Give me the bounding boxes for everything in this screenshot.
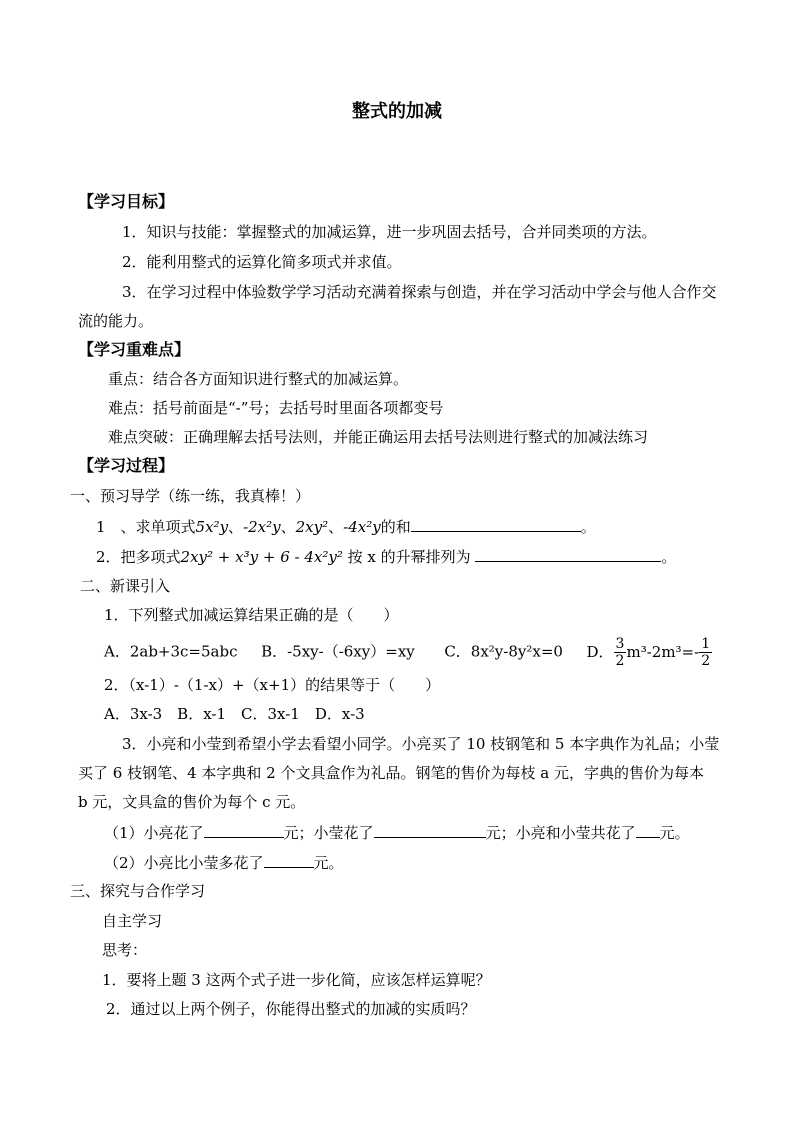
monomial-3: 2xy² <box>295 518 329 536</box>
monomial-2: -2x²y <box>243 518 281 536</box>
preview-question-2 <box>96 546 676 567</box>
option-a: A．2ab+3c=5abc <box>104 642 238 661</box>
self-study-label: 自主学习 <box>102 912 163 930</box>
fraction-one-half <box>699 636 712 669</box>
goal-item-3-line1: 3．在学习过程中体验数学学习活动充满着探索与创造，并在学习活动中学会与他人合作交 <box>122 283 717 301</box>
answer-blank[interactable] <box>411 516 581 532</box>
option-b: B．-5xy-（-6xy）=xy <box>261 642 415 661</box>
q1-prefix: 1 、求单项式 <box>96 518 196 536</box>
intro-question-2: 2．（x-1）-（1-x）+（x+1）的结果等于（ ） <box>104 676 441 694</box>
sub1-text-c: 元；小亮和小莹共花了 <box>485 824 636 842</box>
goal-item-3-line2: 流的能力。 <box>78 312 154 330</box>
monomial-4: -4x²y <box>343 518 381 536</box>
q1-sep-1: 、 <box>228 518 244 536</box>
sub2-text-b: 元。 <box>313 854 344 872</box>
answer-blank[interactable] <box>636 822 660 838</box>
q1-end: 。 <box>580 518 596 536</box>
section-heading-key-points: 【学习重难点】 <box>78 340 191 359</box>
option-d-expression: m³-2m³=- <box>626 642 700 661</box>
think-question-2: 2．通过以上两个例子，你能得出整式的加减的实质吗？ <box>106 1000 476 1018</box>
option-c: C．8x²y-8y²x=0 <box>444 642 563 661</box>
section-heading-goals: 【学习目标】 <box>78 192 175 211</box>
intro-question-3-sub2 <box>104 852 344 873</box>
answer-blank[interactable] <box>264 852 314 868</box>
sub2-text-a: （2）小亮比小莹多花了 <box>104 854 264 872</box>
option-d-label: D． <box>586 642 614 661</box>
intro-question-1: 1．下列整式加减运算结果正确的是（ ） <box>104 606 399 624</box>
breakthrough-point: 难点突破：正确理解去括号法则，并能正确运用去括号法则进行整式的加减法练习 <box>108 428 649 446</box>
answer-blank[interactable] <box>374 822 486 838</box>
q1-sep-3: 、 <box>328 518 344 536</box>
q1-sep-2: 、 <box>280 518 296 536</box>
answer-blank[interactable] <box>204 822 284 838</box>
fraction-denominator: 2 <box>615 653 625 669</box>
intro-question-3-sub1 <box>104 822 690 843</box>
intro-question-3-line2: 买了 6 枝钢笔、4 本字典和 2 个文具盒作为礼品。钢笔的售价为每枝 a 元，字典的售价为每本 <box>78 764 704 782</box>
intro-question-2-options: A．3x-3 B．x-1 C．3x-1 D．x-3 <box>104 705 365 723</box>
intro-question-1-options <box>104 636 712 669</box>
fraction-denominator: 2 <box>701 653 711 669</box>
think-label: 思考： <box>102 941 148 959</box>
q1-suffix: 的和 <box>380 518 411 536</box>
key-point: 重点：结合各方面知识进行整式的加减运算。 <box>108 370 409 388</box>
intro-question-3-line3: b 元，文具盒的售价为每个 c 元。 <box>78 793 306 811</box>
sub1-text-d: 元。 <box>659 824 690 842</box>
q2-mid: 按 x 的升幂排列为 <box>347 548 471 566</box>
fraction-three-halves <box>614 636 627 669</box>
part2-heading: 二、新课引入 <box>80 577 171 595</box>
sub1-text-a: （1）小亮花了 <box>104 824 204 842</box>
think-question-1: 1．要将上题 3 这两个式子进一步化简，应该怎样运算呢？ <box>102 971 491 989</box>
option-d <box>586 636 713 669</box>
q2-end: 。 <box>661 548 677 566</box>
section-heading-process: 【学习过程】 <box>78 456 175 475</box>
monomial-1: 5x²y <box>195 518 229 536</box>
goal-item-1: 1．知识与技能：掌握整式的加减运算，进一步巩固去括号，合并同类项的方法。 <box>122 223 657 241</box>
q2-prefix: 2．把多项式 <box>96 548 181 566</box>
answer-blank[interactable] <box>475 546 661 562</box>
part1-heading: 一、预习导学（练一练，我真棒！） <box>70 487 311 505</box>
page-title: 整式的加减 <box>352 101 442 122</box>
preview-question-1 <box>96 516 596 537</box>
polynomial: 2xy² + x³y + 6 - 4x²y² <box>180 548 343 566</box>
part3-heading: 三、探究与合作学习 <box>70 882 206 900</box>
goal-item-2: 2．能利用整式的运算化简多项式并求值。 <box>122 253 402 271</box>
intro-question-3-line1: 3．小亮和小莹到希望小学去看望小同学。小亮买了 10 枝钢笔和 5 本字典作为礼品；小莹 <box>122 735 720 753</box>
fraction-numerator: 3 <box>615 636 625 652</box>
fraction-numerator: 1 <box>701 636 711 652</box>
difficult-point: 难点：括号前面是“-”号；去括号时里面各项都变号 <box>108 399 444 417</box>
sub1-text-b: 元；小莹花了 <box>283 824 374 842</box>
